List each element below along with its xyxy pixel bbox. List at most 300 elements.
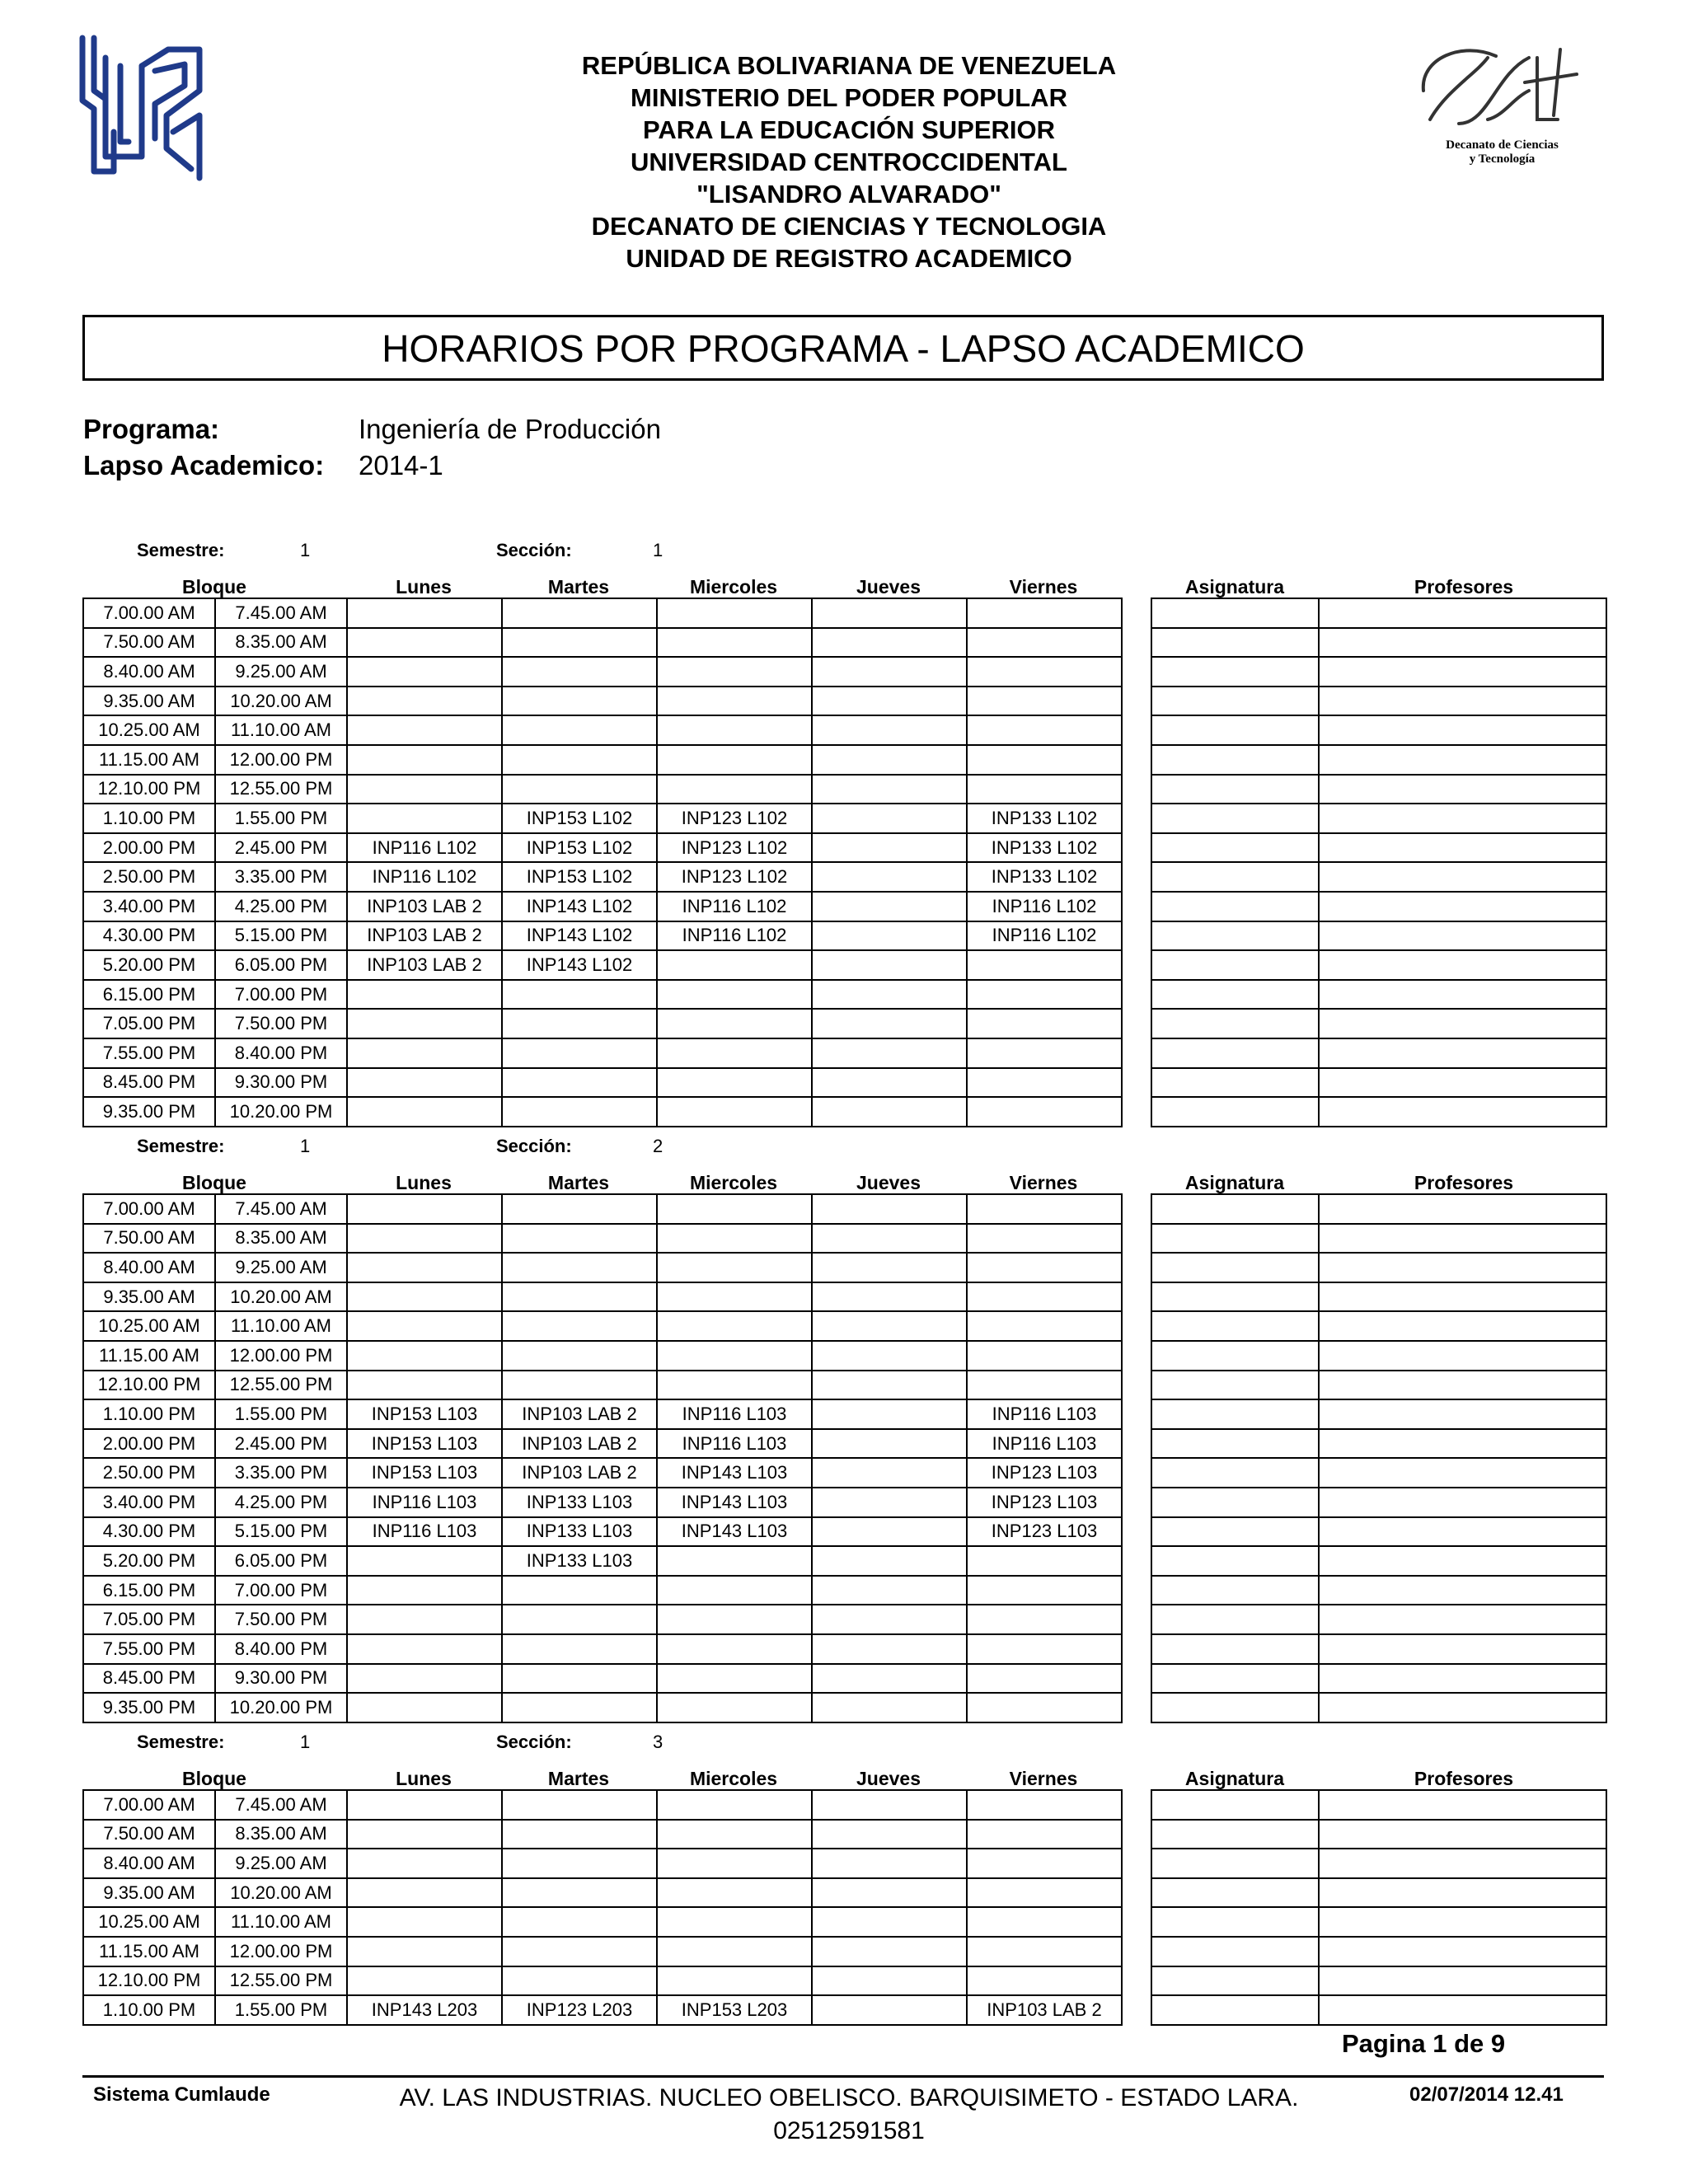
schedule-table: [82, 1193, 1123, 1723]
table-row: [83, 921, 1122, 951]
time-cell: 1.10.00 PM: [83, 804, 215, 833]
course-cell: [812, 657, 967, 687]
table-row: [83, 862, 1122, 892]
course-cell: [502, 1790, 657, 1820]
course-cell: INP123 L103: [967, 1488, 1122, 1517]
time-cell: 7.50.00 PM: [215, 1605, 347, 1634]
asignatura-cell: [1151, 1664, 1319, 1694]
asignatura-cell: [1151, 1849, 1319, 1878]
time-cell: 9.35.00 AM: [83, 1282, 215, 1312]
course-cell: [347, 775, 502, 804]
course-cell: [657, 1311, 812, 1341]
time-cell: 3.35.00 PM: [215, 862, 347, 892]
time-cell: 9.30.00 PM: [215, 1664, 347, 1694]
course-cell: [657, 1009, 812, 1038]
course-cell: [347, 1371, 502, 1400]
table-row: [83, 980, 1122, 1010]
time-cell: 10.20.00 AM: [215, 1878, 347, 1908]
asignatura-cell: [1151, 1009, 1319, 1038]
profesores-cell: [1319, 1224, 1606, 1254]
course-cell: [812, 1605, 967, 1634]
asignatura-cell: [1151, 657, 1319, 687]
profesores-cell: [1319, 598, 1606, 628]
asignatura-header: Asignatura: [1184, 1768, 1285, 1789]
course-cell: [967, 980, 1122, 1010]
course-cell: INP116 L102: [657, 892, 812, 921]
table-row: [83, 1790, 1122, 1820]
time-cell: 12.55.00 PM: [215, 1966, 347, 1996]
course-cell: [812, 862, 967, 892]
course-cell: INP153 L102: [502, 804, 657, 833]
faculty-logo-caption-line-1: Decanato de Ciencias: [1446, 138, 1559, 152]
asignatura-cell: [1151, 980, 1319, 1010]
course-cell: [812, 1790, 967, 1820]
table-row: [83, 1693, 1122, 1722]
table-row: [83, 657, 1122, 687]
time-cell: 2.00.00 PM: [83, 1429, 215, 1459]
asignatura-cell: [1151, 598, 1319, 628]
course-cell: [347, 1194, 502, 1224]
course-cell: [502, 1371, 657, 1400]
header-line: MINISTERIO DEL PODER POPULAR: [631, 83, 1067, 112]
course-cell: INP103 LAB 2: [502, 1399, 657, 1429]
course-cell: [347, 1311, 502, 1341]
profesores-cell: [1319, 1907, 1606, 1937]
asignatura-cell: [1151, 745, 1319, 775]
header-line: UNIVERSIDAD CENTROCCIDENTAL: [631, 148, 1067, 176]
course-cell: [812, 775, 967, 804]
course-cell: [657, 1790, 812, 1820]
table-row: [1151, 980, 1606, 1010]
page-number: Pagina 1 de 9: [1342, 2029, 1506, 2058]
course-cell: [812, 1937, 967, 1966]
table-row: [83, 1878, 1122, 1908]
asignatura-cell: [1151, 1311, 1319, 1341]
course-cell: [812, 1068, 967, 1098]
course-cell: [347, 1849, 502, 1878]
course-cell: [347, 1097, 502, 1127]
asignatura-cell: [1151, 1399, 1319, 1429]
profesores-cell: [1319, 1282, 1606, 1312]
course-cell: INP103 LAB 2: [347, 892, 502, 921]
asignatura-cell: [1151, 1907, 1319, 1937]
course-cell: INP103 LAB 2: [967, 1995, 1122, 2025]
table-row: [83, 1995, 1122, 2025]
course-cell: [347, 1790, 502, 1820]
profesores-cell: [1319, 1253, 1606, 1282]
course-cell: [812, 892, 967, 921]
time-cell: 3.40.00 PM: [83, 892, 215, 921]
time-cell: 7.50.00 AM: [83, 1820, 215, 1849]
course-cell: [502, 687, 657, 716]
course-cell: [657, 628, 812, 658]
asignatura-cell: [1151, 1634, 1319, 1664]
table-row: [1151, 1311, 1606, 1341]
course-cell: [657, 1664, 812, 1694]
asignatura-cell: [1151, 1790, 1319, 1820]
course-cell: [502, 1878, 657, 1908]
table-row: [83, 1341, 1122, 1371]
profesores-cell: [1319, 1878, 1606, 1908]
course-cell: [347, 1576, 502, 1605]
course-cell: [967, 1371, 1122, 1400]
profesores-header: Profesores: [1414, 1768, 1514, 1789]
course-cell: [657, 657, 812, 687]
asignatura-cell: [1151, 804, 1319, 833]
table-row: [83, 1311, 1122, 1341]
time-cell: 7.00.00 AM: [83, 1194, 215, 1224]
time-cell: 3.35.00 PM: [215, 1458, 347, 1488]
course-cell: [657, 1068, 812, 1098]
profesores-cell: [1319, 1966, 1606, 1996]
course-cell: [812, 1194, 967, 1224]
course-cell: INP133 L103: [502, 1488, 657, 1517]
profesores-cell: [1319, 1341, 1606, 1371]
schedule-table: [82, 598, 1123, 1127]
course-cell: [967, 775, 1122, 804]
course-cell: [812, 687, 967, 716]
time-cell: 4.30.00 PM: [83, 921, 215, 951]
course-cell: [502, 598, 657, 628]
course-cell: [967, 657, 1122, 687]
course-cell: [502, 1097, 657, 1127]
course-cell: INP116 L102: [347, 862, 502, 892]
course-cell: [347, 1878, 502, 1908]
day-header: Lunes: [396, 576, 452, 598]
course-cell: [347, 1907, 502, 1937]
asignatura-cell: [1151, 628, 1319, 658]
asignatura-cell: [1151, 1820, 1319, 1849]
course-cell: [812, 833, 967, 863]
table-row: [1151, 1458, 1606, 1488]
time-cell: 11.15.00 AM: [83, 745, 215, 775]
table-row: [83, 950, 1122, 980]
time-cell: 2.50.00 PM: [83, 1458, 215, 1488]
course-cell: [347, 1664, 502, 1694]
profesores-cell: [1319, 1576, 1606, 1605]
time-cell: 7.05.00 PM: [83, 1009, 215, 1038]
table-row: [1151, 628, 1606, 658]
table-row: [1151, 833, 1606, 863]
table-row: [1151, 1605, 1606, 1634]
table-row: [83, 1097, 1122, 1127]
course-cell: [347, 1693, 502, 1722]
course-cell: [967, 1693, 1122, 1722]
profesores-cell: [1319, 1194, 1606, 1224]
course-cell: [812, 1693, 967, 1722]
time-cell: 7.50.00 AM: [83, 628, 215, 658]
profesores-cell: [1319, 1429, 1606, 1459]
profesores-cell: [1319, 715, 1606, 745]
course-cell: [502, 715, 657, 745]
table-row: [83, 715, 1122, 745]
asignatura-cell: [1151, 1878, 1319, 1908]
course-cell: [347, 1820, 502, 1849]
course-cell: [502, 628, 657, 658]
course-cell: [347, 1009, 502, 1038]
course-cell: [812, 1282, 967, 1312]
time-cell: 10.25.00 AM: [83, 1311, 215, 1341]
table-row: [1151, 1849, 1606, 1878]
day-header: Martes: [547, 576, 610, 598]
course-cell: [502, 1605, 657, 1634]
asignatura-cell: [1151, 1038, 1319, 1068]
asignatura-cell: [1151, 1605, 1319, 1634]
table-row: [1151, 775, 1606, 804]
profesores-cell: [1319, 1693, 1606, 1722]
course-cell: [657, 1546, 812, 1576]
table-row: [1151, 1907, 1606, 1937]
course-cell: [812, 1820, 967, 1849]
semestre-value: 1: [300, 1136, 311, 1156]
course-cell: [657, 598, 812, 628]
time-cell: 1.55.00 PM: [215, 1399, 347, 1429]
asignatura-cell: [1151, 1458, 1319, 1488]
course-cell: [967, 1849, 1122, 1878]
table-row: [1151, 598, 1606, 628]
course-cell: INP143 L102: [502, 921, 657, 951]
course-cell: [502, 1576, 657, 1605]
course-cell: [657, 1341, 812, 1371]
time-cell: 10.25.00 AM: [83, 715, 215, 745]
asignatura-cell: [1151, 1371, 1319, 1400]
day-header: Viernes: [1009, 1172, 1078, 1193]
day-header: Lunes: [396, 1172, 452, 1193]
asignatura-cell: [1151, 1517, 1319, 1547]
course-cell: [967, 1282, 1122, 1312]
table-row: [1151, 1937, 1606, 1966]
time-cell: 2.45.00 PM: [215, 1429, 347, 1459]
asignatura-cell: [1151, 1429, 1319, 1459]
asignatura-cell: [1151, 1282, 1319, 1312]
course-cell: [812, 1517, 967, 1547]
course-cell: [812, 1253, 967, 1282]
profesores-cell: [1319, 1311, 1606, 1341]
course-cell: [347, 657, 502, 687]
time-cell: 9.25.00 AM: [215, 657, 347, 687]
table-row: [1151, 1488, 1606, 1517]
time-cell: 12.00.00 PM: [215, 1341, 347, 1371]
course-cell: INP116 L102: [967, 892, 1122, 921]
course-cell: INP143 L203: [347, 1995, 502, 2025]
time-cell: 11.10.00 AM: [215, 1907, 347, 1937]
table-row: [1151, 862, 1606, 892]
time-cell: 12.10.00 PM: [83, 1966, 215, 1996]
header-line: UNIDAD DE REGISTRO ACADEMICO: [626, 244, 1072, 273]
bloque-header: Bloque: [182, 576, 246, 598]
course-cell: INP123 L103: [967, 1458, 1122, 1488]
table-row: [83, 1517, 1122, 1547]
course-cell: INP153 L103: [347, 1458, 502, 1488]
asignatura-cell: [1151, 715, 1319, 745]
bloque-header: Bloque: [182, 1172, 246, 1193]
time-cell: 8.40.00 PM: [215, 1634, 347, 1664]
footer-divider: [82, 2075, 1604, 2078]
profesores-cell: [1319, 1664, 1606, 1694]
course-cell: [967, 1937, 1122, 1966]
time-cell: 7.00.00 PM: [215, 980, 347, 1010]
table-row: [83, 687, 1122, 716]
time-cell: 9.30.00 PM: [215, 1068, 347, 1098]
profesores-cell: [1319, 921, 1606, 951]
footer-system: Sistema Cumlaude: [93, 2083, 270, 2106]
profesores-cell: [1319, 980, 1606, 1010]
university-logo-icon: [76, 33, 208, 181]
time-cell: 10.20.00 AM: [215, 687, 347, 716]
course-cell: [967, 745, 1122, 775]
course-cell: [502, 1664, 657, 1694]
semestre-value: 1: [300, 1732, 311, 1752]
course-cell: [967, 1546, 1122, 1576]
course-cell: INP133 L102: [967, 862, 1122, 892]
course-cell: [502, 1068, 657, 1098]
asignatura-cell: [1151, 775, 1319, 804]
course-cell: INP133 L102: [967, 804, 1122, 833]
table-row: [83, 1068, 1122, 1098]
course-cell: [502, 1693, 657, 1722]
table-row: [1151, 1576, 1606, 1605]
course-cell: INP103 LAB 2: [502, 1458, 657, 1488]
day-header: Viernes: [1009, 1768, 1078, 1789]
profesores-cell: [1319, 804, 1606, 833]
table-row: [1151, 1341, 1606, 1371]
asignatura-table: [1151, 598, 1607, 1127]
table-row: [1151, 1068, 1606, 1098]
time-cell: 9.35.00 PM: [83, 1693, 215, 1722]
course-cell: [502, 1907, 657, 1937]
table-row: [83, 1820, 1122, 1849]
course-cell: [967, 715, 1122, 745]
bloque-header: Bloque: [182, 1768, 246, 1789]
table-row: [83, 1429, 1122, 1459]
course-cell: [657, 1937, 812, 1966]
time-cell: 4.25.00 PM: [215, 1488, 347, 1517]
course-cell: [502, 1820, 657, 1849]
asignatura-table: [1151, 1789, 1607, 2026]
course-cell: [502, 745, 657, 775]
day-header: Jueves: [856, 1172, 921, 1193]
profesores-header: Profesores: [1414, 576, 1514, 598]
time-cell: 6.05.00 PM: [215, 950, 347, 980]
course-cell: [812, 628, 967, 658]
programa-value: Ingeniería de Producción: [359, 414, 661, 444]
course-cell: INP103 LAB 2: [347, 950, 502, 980]
course-cell: [812, 1849, 967, 1878]
table-row: [83, 1224, 1122, 1254]
course-cell: [967, 1634, 1122, 1664]
faculty-logo-caption-line-2: y Tecnología: [1469, 152, 1536, 166]
course-cell: [657, 1371, 812, 1400]
course-cell: [967, 1224, 1122, 1254]
course-cell: [812, 1664, 967, 1694]
time-cell: 7.55.00 PM: [83, 1634, 215, 1664]
table-row: [1151, 1664, 1606, 1694]
day-header: Martes: [547, 1768, 610, 1789]
table-row: [1151, 1194, 1606, 1224]
course-cell: [812, 1907, 967, 1937]
day-header: Miercoles: [689, 1172, 778, 1193]
profesores-cell: [1319, 775, 1606, 804]
profesores-cell: [1319, 950, 1606, 980]
time-cell: 8.35.00 AM: [215, 1820, 347, 1849]
time-cell: 6.15.00 PM: [83, 1576, 215, 1605]
time-cell: 12.00.00 PM: [215, 1937, 347, 1966]
table-row: [83, 1194, 1122, 1224]
course-cell: [347, 1253, 502, 1282]
table-row: [83, 804, 1122, 833]
semestre-label: Semestre:: [137, 1136, 225, 1156]
course-cell: [502, 1282, 657, 1312]
course-cell: [502, 1937, 657, 1966]
course-cell: [657, 980, 812, 1010]
course-cell: [657, 1878, 812, 1908]
time-cell: 8.40.00 PM: [215, 1038, 347, 1068]
asignatura-cell: [1151, 1068, 1319, 1098]
course-cell: [347, 1224, 502, 1254]
seccion-value: 1: [653, 540, 663, 560]
course-cell: [657, 775, 812, 804]
course-cell: [967, 1009, 1122, 1038]
time-cell: 8.40.00 AM: [83, 1849, 215, 1878]
day-header: Martes: [547, 1172, 610, 1193]
course-cell: INP153 L103: [347, 1429, 502, 1459]
course-cell: [347, 1546, 502, 1576]
course-cell: [812, 1429, 967, 1459]
course-cell: [657, 1605, 812, 1634]
course-cell: INP133 L102: [967, 833, 1122, 863]
profesores-cell: [1319, 1634, 1606, 1664]
course-cell: [347, 1966, 502, 1996]
seccion-label: Sección:: [496, 540, 572, 560]
course-cell: [502, 1311, 657, 1341]
day-header: Miercoles: [689, 1768, 778, 1789]
asignatura-cell: [1151, 862, 1319, 892]
header-line: "LISANDRO ALVARADO": [696, 180, 1001, 209]
time-cell: 10.25.00 AM: [83, 1907, 215, 1937]
course-cell: [812, 1009, 967, 1038]
course-cell: INP153 L102: [502, 862, 657, 892]
asignatura-cell: [1151, 1546, 1319, 1576]
time-cell: 8.45.00 PM: [83, 1664, 215, 1694]
course-cell: [812, 1311, 967, 1341]
profesores-cell: [1319, 1849, 1606, 1878]
course-cell: [347, 1937, 502, 1966]
course-cell: [657, 1820, 812, 1849]
profesores-cell: [1319, 1937, 1606, 1966]
table-row: [1151, 921, 1606, 951]
course-cell: [967, 1038, 1122, 1068]
course-cell: [967, 1790, 1122, 1820]
course-cell: INP123 L103: [967, 1517, 1122, 1547]
course-cell: [812, 1224, 967, 1254]
time-cell: 9.35.00 PM: [83, 1097, 215, 1127]
asignatura-cell: [1151, 687, 1319, 716]
course-cell: INP116 L103: [657, 1399, 812, 1429]
time-cell: 5.20.00 PM: [83, 950, 215, 980]
table-row: [83, 1634, 1122, 1664]
course-cell: [967, 687, 1122, 716]
course-cell: INP153 L103: [347, 1399, 502, 1429]
footer-address-block: [346, 2082, 1352, 2148]
time-cell: 7.45.00 AM: [215, 598, 347, 628]
table-row: [1151, 1546, 1606, 1576]
footer-datetime: 02/07/2014 12.41: [1409, 2083, 1564, 2106]
time-cell: 5.20.00 PM: [83, 1546, 215, 1576]
asignatura-cell: [1151, 1341, 1319, 1371]
course-cell: [812, 1576, 967, 1605]
time-cell: 7.00.00 PM: [215, 1576, 347, 1605]
profesores-cell: [1319, 1068, 1606, 1098]
